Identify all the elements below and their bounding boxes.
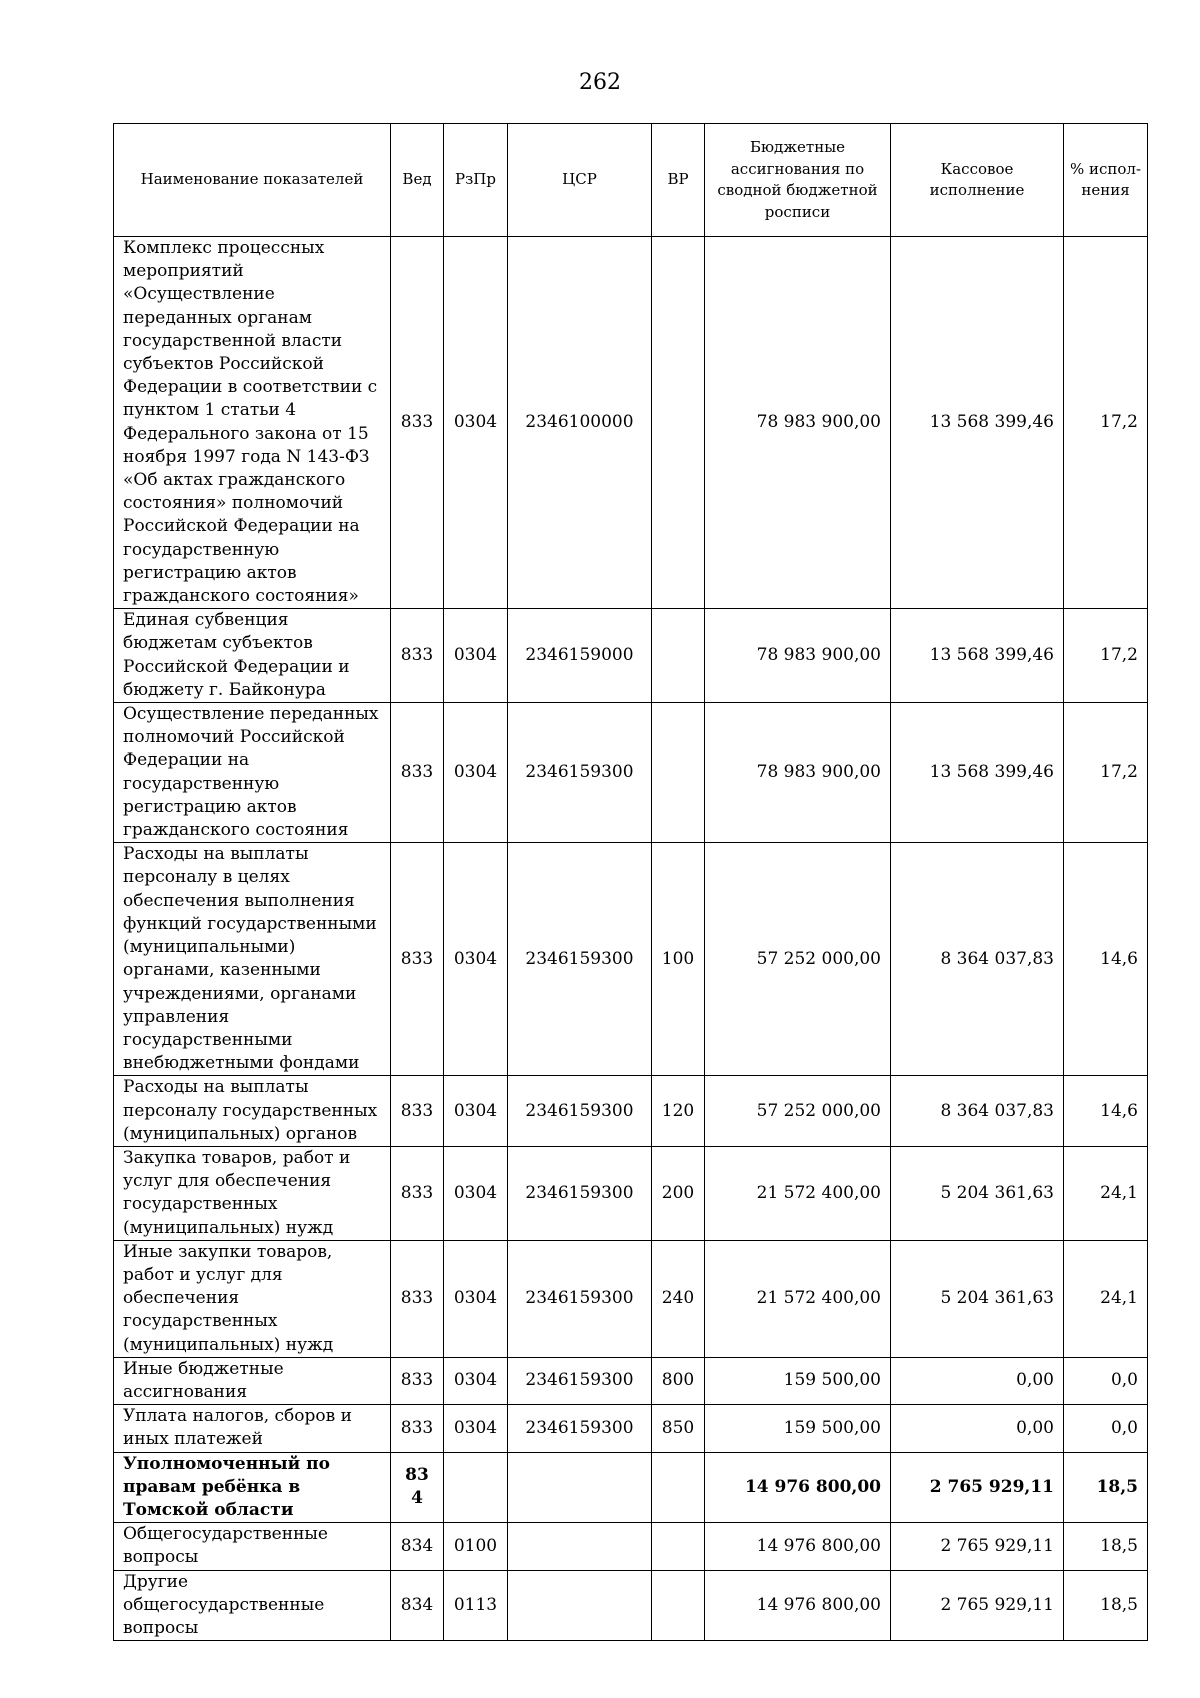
cell-ved: 834 (391, 1452, 444, 1523)
cell-rzpr: 0304 (444, 703, 508, 843)
cell-percent: 14,6 (1064, 1076, 1148, 1147)
cell-rzpr: 0304 (444, 1240, 508, 1357)
cell-budget: 14 976 800,00 (705, 1570, 891, 1641)
cell-budget: 159 500,00 (705, 1405, 891, 1452)
header-ved: Вед (391, 124, 444, 237)
cell-vr: 100 (652, 843, 705, 1076)
cell-csr: 2346159300 (508, 703, 652, 843)
cell-execution: 13 568 399,46 (891, 609, 1064, 703)
cell-ved: 834 (391, 1570, 444, 1641)
cell-ved: 833 (391, 1357, 444, 1404)
cell-csr: 2346159300 (508, 843, 652, 1076)
cell-execution: 8 364 037,83 (891, 1076, 1064, 1147)
table-row (114, 1452, 1148, 1523)
table-row (114, 237, 1148, 609)
table-row (114, 1523, 1148, 1570)
budget-table (113, 123, 1148, 1641)
table-row (114, 843, 1148, 1076)
cell-budget: 78 983 900,00 (705, 703, 891, 843)
cell-csr (508, 1523, 652, 1570)
cell-vr: 800 (652, 1357, 705, 1404)
cell-budget: 78 983 900,00 (705, 237, 891, 609)
cell-budget: 57 252 000,00 (705, 843, 891, 1076)
cell-percent: 17,2 (1064, 703, 1148, 843)
cell-percent: 17,2 (1064, 609, 1148, 703)
table-row (114, 1076, 1148, 1147)
page-number: 262 (579, 70, 621, 95)
cell-csr: 2346159000 (508, 609, 652, 703)
cell-name: Расходы на выплаты персоналу государственных (муниципальных) органов (114, 1076, 391, 1147)
table-row (114, 1570, 1148, 1641)
cell-percent: 17,2 (1064, 237, 1148, 609)
cell-csr (508, 1570, 652, 1641)
cell-execution: 13 568 399,46 (891, 703, 1064, 843)
table-row (114, 1357, 1148, 1404)
cell-percent: 18,5 (1064, 1570, 1148, 1641)
cell-execution: 2 765 929,11 (891, 1523, 1064, 1570)
cell-name: Комплекс процессных мероприятий «Осуществление переданных органам государственной власти субъектов Российской Федерации в соответствии с пунктом 1 статьи 4 Федерального закона от 15 ноября 1997 года N 143-ФЗ «Об актах гражданского состояния» полномочий Российской Федерации на государственную регистрацию актов гражданского состояния» (114, 237, 391, 609)
cell-execution: 0,00 (891, 1405, 1064, 1452)
cell-execution: 5 204 361,63 (891, 1240, 1064, 1357)
table-row (114, 703, 1148, 843)
header-row (114, 124, 1148, 237)
cell-rzpr: 0304 (444, 1405, 508, 1452)
cell-csr: 2346159300 (508, 1146, 652, 1240)
cell-rzpr: 0304 (444, 1357, 508, 1404)
cell-rzpr: 0304 (444, 1076, 508, 1147)
cell-ved: 833 (391, 1076, 444, 1147)
cell-name: Единая субвенция бюджетам субъектов Российской Федерации и бюджету г. Байконура (114, 609, 391, 703)
cell-budget: 14 976 800,00 (705, 1452, 891, 1523)
cell-percent: 18,5 (1064, 1523, 1148, 1570)
header-rzpr: РзПр (444, 124, 508, 237)
header-percent: % испол-нения (1064, 124, 1148, 237)
cell-ved: 833 (391, 1240, 444, 1357)
cell-budget: 14 976 800,00 (705, 1523, 891, 1570)
cell-ved: 833 (391, 1405, 444, 1452)
cell-vr: 240 (652, 1240, 705, 1357)
table-row (114, 1146, 1148, 1240)
cell-vr: 120 (652, 1076, 705, 1147)
cell-ved: 834 (391, 1523, 444, 1570)
cell-percent: 24,1 (1064, 1240, 1148, 1357)
cell-name: Уполномоченный по правам ребёнка в Томской области (114, 1452, 391, 1523)
cell-name: Иные бюджетные ассигнования (114, 1357, 391, 1404)
cell-execution: 8 364 037,83 (891, 843, 1064, 1076)
cell-csr: 2346159300 (508, 1357, 652, 1404)
cell-budget: 159 500,00 (705, 1357, 891, 1404)
cell-name: Общегосударственные вопросы (114, 1523, 391, 1570)
cell-name: Уплата налогов, сборов и иных платежей (114, 1405, 391, 1452)
cell-vr: 850 (652, 1405, 705, 1452)
cell-ved: 833 (391, 237, 444, 609)
cell-percent: 14,6 (1064, 843, 1148, 1076)
cell-percent: 18,5 (1064, 1452, 1148, 1523)
cell-name: Иные закупки товаров, работ и услуг для обеспечения государственных (муниципальных) нужд (114, 1240, 391, 1357)
cell-csr: 2346159300 (508, 1240, 652, 1357)
cell-name: Другие общегосударственные вопросы (114, 1570, 391, 1641)
cell-csr: 2346159300 (508, 1076, 652, 1147)
header-csr: ЦСР (508, 124, 652, 237)
cell-ved: 833 (391, 609, 444, 703)
cell-rzpr: 0113 (444, 1570, 508, 1641)
cell-execution: 5 204 361,63 (891, 1146, 1064, 1240)
cell-execution: 2 765 929,11 (891, 1452, 1064, 1523)
cell-budget: 57 252 000,00 (705, 1076, 891, 1147)
table-row (114, 1405, 1148, 1452)
header-execution: Кассовое исполнение (891, 124, 1064, 237)
cell-execution: 0,00 (891, 1357, 1064, 1404)
table-row (114, 609, 1148, 703)
cell-rzpr: 0304 (444, 1146, 508, 1240)
cell-budget: 21 572 400,00 (705, 1146, 891, 1240)
cell-rzpr: 0304 (444, 237, 508, 609)
cell-ved: 833 (391, 703, 444, 843)
cell-execution: 2 765 929,11 (891, 1570, 1064, 1641)
cell-rzpr: 0304 (444, 609, 508, 703)
cell-budget: 78 983 900,00 (705, 609, 891, 703)
cell-rzpr: 0100 (444, 1523, 508, 1570)
cell-percent: 0,0 (1064, 1357, 1148, 1404)
cell-vr (652, 1523, 705, 1570)
cell-name: Расходы на выплаты персоналу в целях обеспечения выполнения функций государственными (муниципальными) органами, казенными учреждениями, органами управления государственными внебюджетными фондами (114, 843, 391, 1076)
cell-vr (652, 609, 705, 703)
cell-percent: 24,1 (1064, 1146, 1148, 1240)
cell-vr (652, 703, 705, 843)
cell-vr (652, 237, 705, 609)
cell-name: Осуществление переданных полномочий Российской Федерации на государственную регистрацию актов гражданского состояния (114, 703, 391, 843)
cell-vr (652, 1570, 705, 1641)
header-budget: Бюджетные ассигнования по сводной бюджетной росписи (705, 124, 891, 237)
cell-ved: 833 (391, 1146, 444, 1240)
cell-percent: 0,0 (1064, 1405, 1148, 1452)
header-vr: ВР (652, 124, 705, 237)
cell-csr: 2346100000 (508, 237, 652, 609)
cell-vr: 200 (652, 1146, 705, 1240)
cell-budget: 21 572 400,00 (705, 1240, 891, 1357)
cell-name: Закупка товаров, работ и услуг для обеспечения государственных (муниципальных) нужд (114, 1146, 391, 1240)
table-row (114, 1240, 1148, 1357)
cell-csr: 2346159300 (508, 1405, 652, 1452)
table-body (114, 237, 1148, 1641)
cell-rzpr (444, 1452, 508, 1523)
cell-rzpr: 0304 (444, 843, 508, 1076)
header-name: Наименование показателей (114, 124, 391, 237)
cell-ved: 833 (391, 843, 444, 1076)
cell-csr (508, 1452, 652, 1523)
cell-vr (652, 1452, 705, 1523)
cell-execution: 13 568 399,46 (891, 237, 1064, 609)
